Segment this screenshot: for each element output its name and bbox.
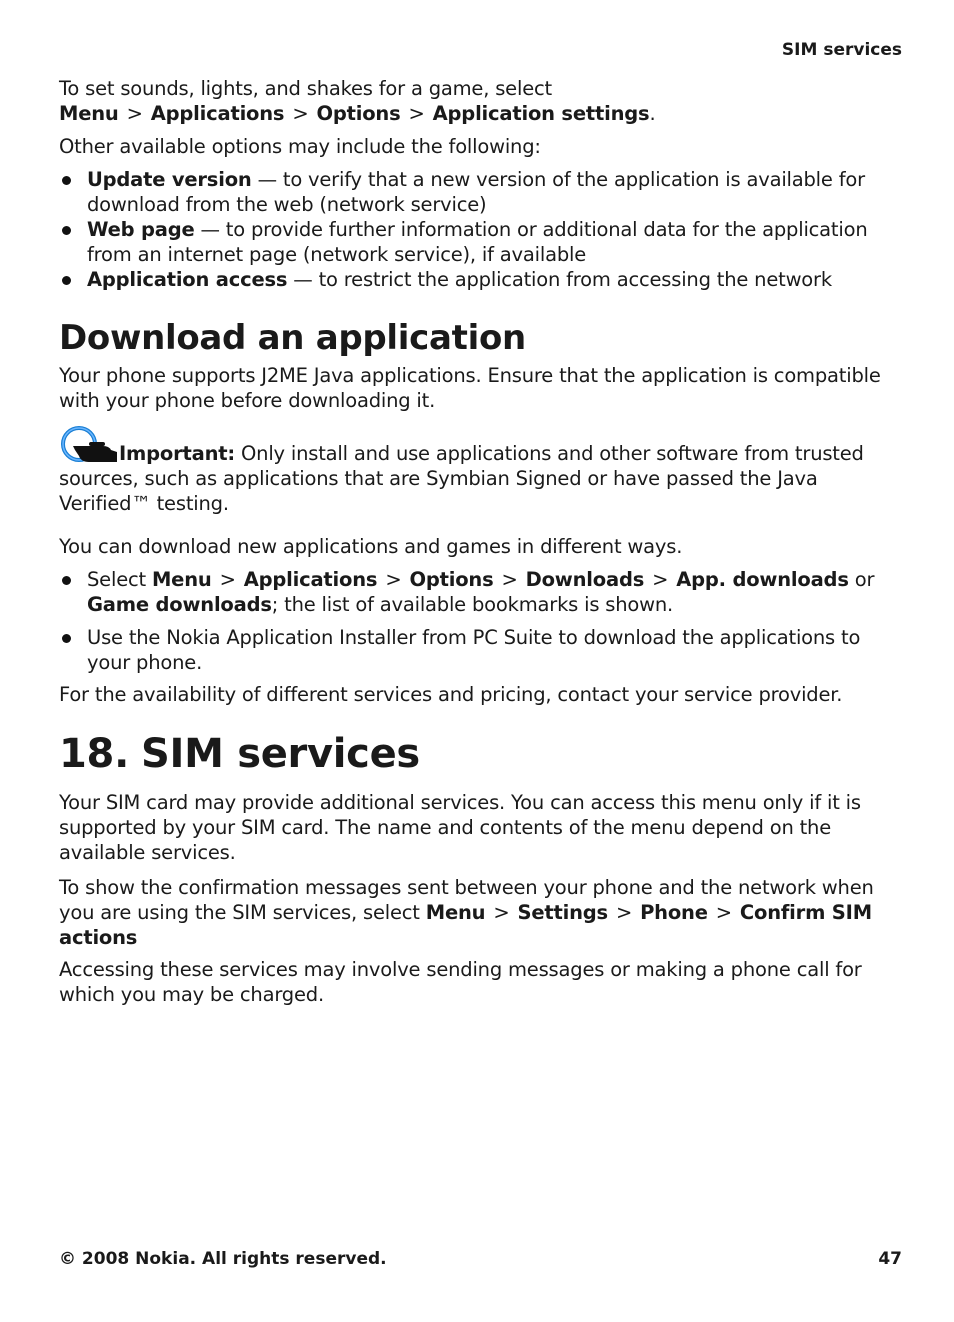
page-footer [59,1249,904,1269]
list-item: Select Menu > Applications > Options > Downloads > App. downloads or Game downloads; the list of available bookmarks is shown. [59,567,904,617]
copyright: © 2008 Nokia. All rights reserved. [59,1249,387,1269]
page-number: 47 [878,1249,902,1269]
menu-path-menu: Menu [59,102,119,125]
intro-paragraph [59,76,904,126]
options-intro: Other available options may include the following: [59,135,541,158]
sim-intro: Your SIM card may provide additional services. You can access this menu only if it is supported by your SIM card. The name and contents of the menu depend on the available services. [59,791,861,864]
sim-charges-note: Accessing these services may involve sending messages or making a phone call for which you may be charged. [59,958,862,1006]
list-item: Web page — to provide further information or additional data for the application from an internet page (network service), if available [59,217,904,267]
sim-confirm-paragraph: To show the confirmation messages sent between your phone and the network when you are using the SIM services, select Menu > Settings > Phone > Confirm SIM actions [59,876,874,949]
availability-note: For the availability of different services and pricing, contact your service provider. [59,683,843,706]
download-list-2 [59,625,904,675]
options-list [59,167,904,292]
important-note: Important: Only install and use applications and other software from trusted sources, such as applications that are Symbian Signed or have passed the Java Verified™ testing. [59,424,904,516]
list-item: Application access — to restrict the application from accessing the network [59,267,904,292]
intro-text: To set sounds, lights, and shakes for a game, select Menu > Applications > Options > Application settings. [59,77,656,125]
menu-path-applications: Applications [150,102,285,125]
running-header: SIM services [781,40,902,60]
section-heading: Download an application [59,318,526,358]
menu-path-options: Options [316,102,401,125]
download-list [59,567,904,617]
download-ways: You can download new applications and games in different ways. [59,535,683,558]
list-item: Update version — to verify that a new version of the application is available for download from the web (network service) [59,167,904,217]
list-item: Use the Nokia Application Installer from PC Suite to download the applications to your phone. [59,625,904,675]
chapter-title: 18. SIM services [59,731,420,777]
important-hand-icon [59,424,119,466]
download-intro: Your phone supports J2ME Java applications. Ensure that the application is compatible with your phone before downloading it. [59,364,881,412]
menu-path-application-settings: Application settings [432,102,650,125]
